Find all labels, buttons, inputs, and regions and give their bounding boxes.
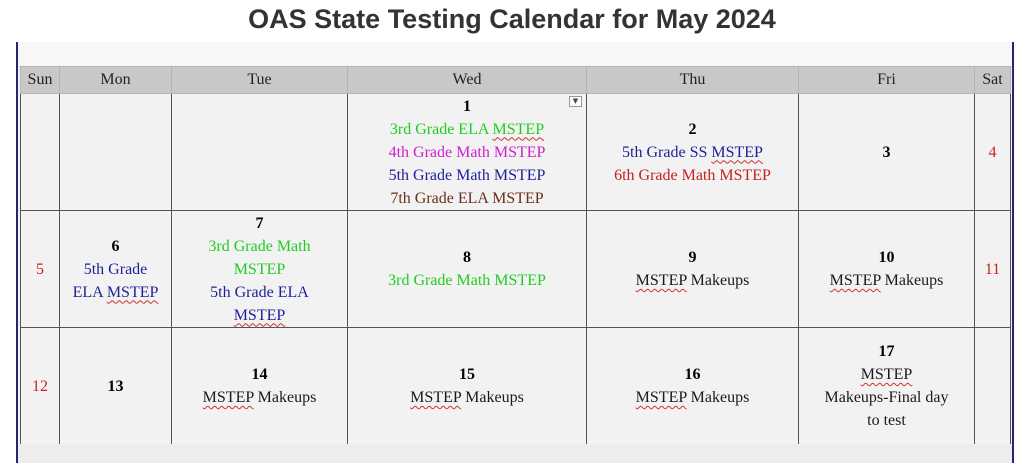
day-cell[interactable] xyxy=(975,94,1011,211)
frame-top-bar xyxy=(18,42,1012,67)
event-text: 7th Grade ELA MSTEP xyxy=(390,189,544,207)
day-number: 9 xyxy=(688,249,697,266)
chevron-down-icon[interactable]: ▼ xyxy=(569,96,582,107)
event-text: MSTEP xyxy=(233,260,286,278)
event-line xyxy=(801,386,972,409)
event-text: 4th Grade Math MSTEP xyxy=(388,143,546,161)
header-tue: Tue xyxy=(172,67,348,94)
day-number: 13 xyxy=(107,377,124,395)
event-line xyxy=(174,304,345,327)
event-line xyxy=(801,269,972,292)
header-mon: Mon xyxy=(60,67,172,94)
day-cell[interactable] xyxy=(799,211,975,328)
event-line xyxy=(801,363,972,386)
day-cell[interactable] xyxy=(21,211,60,328)
event-line xyxy=(589,269,796,292)
event-line xyxy=(801,409,972,432)
event-text: 5th Grade Math MSTEP xyxy=(388,166,546,184)
day-cell[interactable] xyxy=(587,328,799,445)
day-cell[interactable] xyxy=(348,328,587,445)
day-cell[interactable] xyxy=(60,94,172,211)
header-sun: Sun xyxy=(21,67,60,94)
event-text: 3rd Grade ELA xyxy=(389,120,493,138)
page-title: OAS State Testing Calendar for May 2024 xyxy=(248,4,776,34)
calendar-frame xyxy=(16,42,1014,463)
day-cell[interactable] xyxy=(799,94,975,211)
day-cell[interactable] xyxy=(587,211,799,328)
event-line xyxy=(350,269,584,292)
event-test-name: MSTEP xyxy=(106,283,159,301)
event-line xyxy=(62,258,169,281)
event-text-suffix: Makeups xyxy=(253,389,317,406)
event-line xyxy=(350,187,584,210)
day-number: 8 xyxy=(463,249,471,266)
day-cell[interactable] xyxy=(348,94,587,211)
day-cell[interactable] xyxy=(21,328,60,445)
event-text-suffix: Makeups xyxy=(686,272,750,289)
day-number: 17 xyxy=(878,343,895,360)
header-sat: Sat xyxy=(975,67,1011,94)
event-test-name: MSTEP xyxy=(829,272,881,289)
day-cell[interactable] xyxy=(60,328,172,445)
day-number: 12 xyxy=(32,377,48,395)
event-text: 5th Grade SS xyxy=(622,143,712,161)
day-cell[interactable] xyxy=(21,94,60,211)
event-line xyxy=(350,164,584,187)
day-cell[interactable] xyxy=(799,328,975,445)
day-cell[interactable] xyxy=(348,211,587,328)
day-number: 15 xyxy=(459,366,475,383)
event-text: to test xyxy=(867,412,906,429)
day-cell[interactable] xyxy=(975,328,1011,445)
day-number: 16 xyxy=(684,366,701,383)
header-thu: Thu xyxy=(587,67,799,94)
event-text-suffix: Makeups xyxy=(461,389,524,406)
week-row xyxy=(21,94,1011,211)
event-text: ELA xyxy=(72,283,107,301)
event-line xyxy=(174,235,345,258)
day-number: 5 xyxy=(36,260,44,278)
day-number: 4 xyxy=(988,143,997,161)
header-fri: Fri xyxy=(799,67,975,94)
event-text: 3rd Grade Math xyxy=(208,237,311,255)
calendar-table xyxy=(20,66,1011,445)
weekday-header-row xyxy=(21,67,1011,94)
event-test-name: MSTEP xyxy=(202,389,254,406)
event-line xyxy=(174,258,345,281)
day-cell[interactable] xyxy=(172,211,348,328)
day-number: 1 xyxy=(463,97,471,115)
event-line xyxy=(62,281,169,304)
day-number: 2 xyxy=(688,120,697,138)
frame-bottom-strip xyxy=(18,444,1012,463)
day-cell[interactable] xyxy=(172,94,348,211)
day-number: 11 xyxy=(984,260,1001,278)
event-line xyxy=(350,386,584,409)
event-text: 5th Grade xyxy=(83,260,148,278)
day-cell[interactable] xyxy=(975,211,1011,328)
day-cell[interactable] xyxy=(587,94,799,211)
event-line xyxy=(589,141,796,164)
event-line xyxy=(350,118,584,141)
day-number: 7 xyxy=(255,214,264,232)
event-text-suffix: Makeups xyxy=(880,272,944,289)
event-test-name: MSTEP xyxy=(492,120,545,138)
event-test-name: MSTEP xyxy=(635,272,687,289)
event-test-name: MSTEP xyxy=(233,306,286,324)
event-test-name: MSTEP xyxy=(711,143,763,161)
day-number: 3 xyxy=(882,143,891,161)
event-line xyxy=(174,281,345,304)
event-line xyxy=(589,164,796,187)
day-number: 10 xyxy=(878,249,895,266)
event-test-name: MSTEP xyxy=(410,389,462,406)
day-number: 6 xyxy=(111,237,120,255)
event-text: 6th Grade Math MSTEP xyxy=(614,166,771,184)
event-test-name: MSTEP xyxy=(635,389,687,406)
event-line xyxy=(350,141,584,164)
event-test-name: MSTEP xyxy=(860,366,913,383)
day-number: 14 xyxy=(251,366,268,383)
event-text: Makeups-Final day xyxy=(824,389,949,406)
event-text: 3rd Grade Math MSTEP xyxy=(388,272,546,289)
day-cell[interactable] xyxy=(60,211,172,328)
event-text-suffix: Makeups xyxy=(686,389,750,406)
header-wed: Wed xyxy=(348,67,587,94)
event-line xyxy=(589,386,796,409)
event-text: 5th Grade ELA xyxy=(210,283,309,301)
day-cell[interactable] xyxy=(172,328,348,445)
event-line xyxy=(174,386,345,409)
week-row xyxy=(21,328,1011,445)
week-row xyxy=(21,211,1011,328)
